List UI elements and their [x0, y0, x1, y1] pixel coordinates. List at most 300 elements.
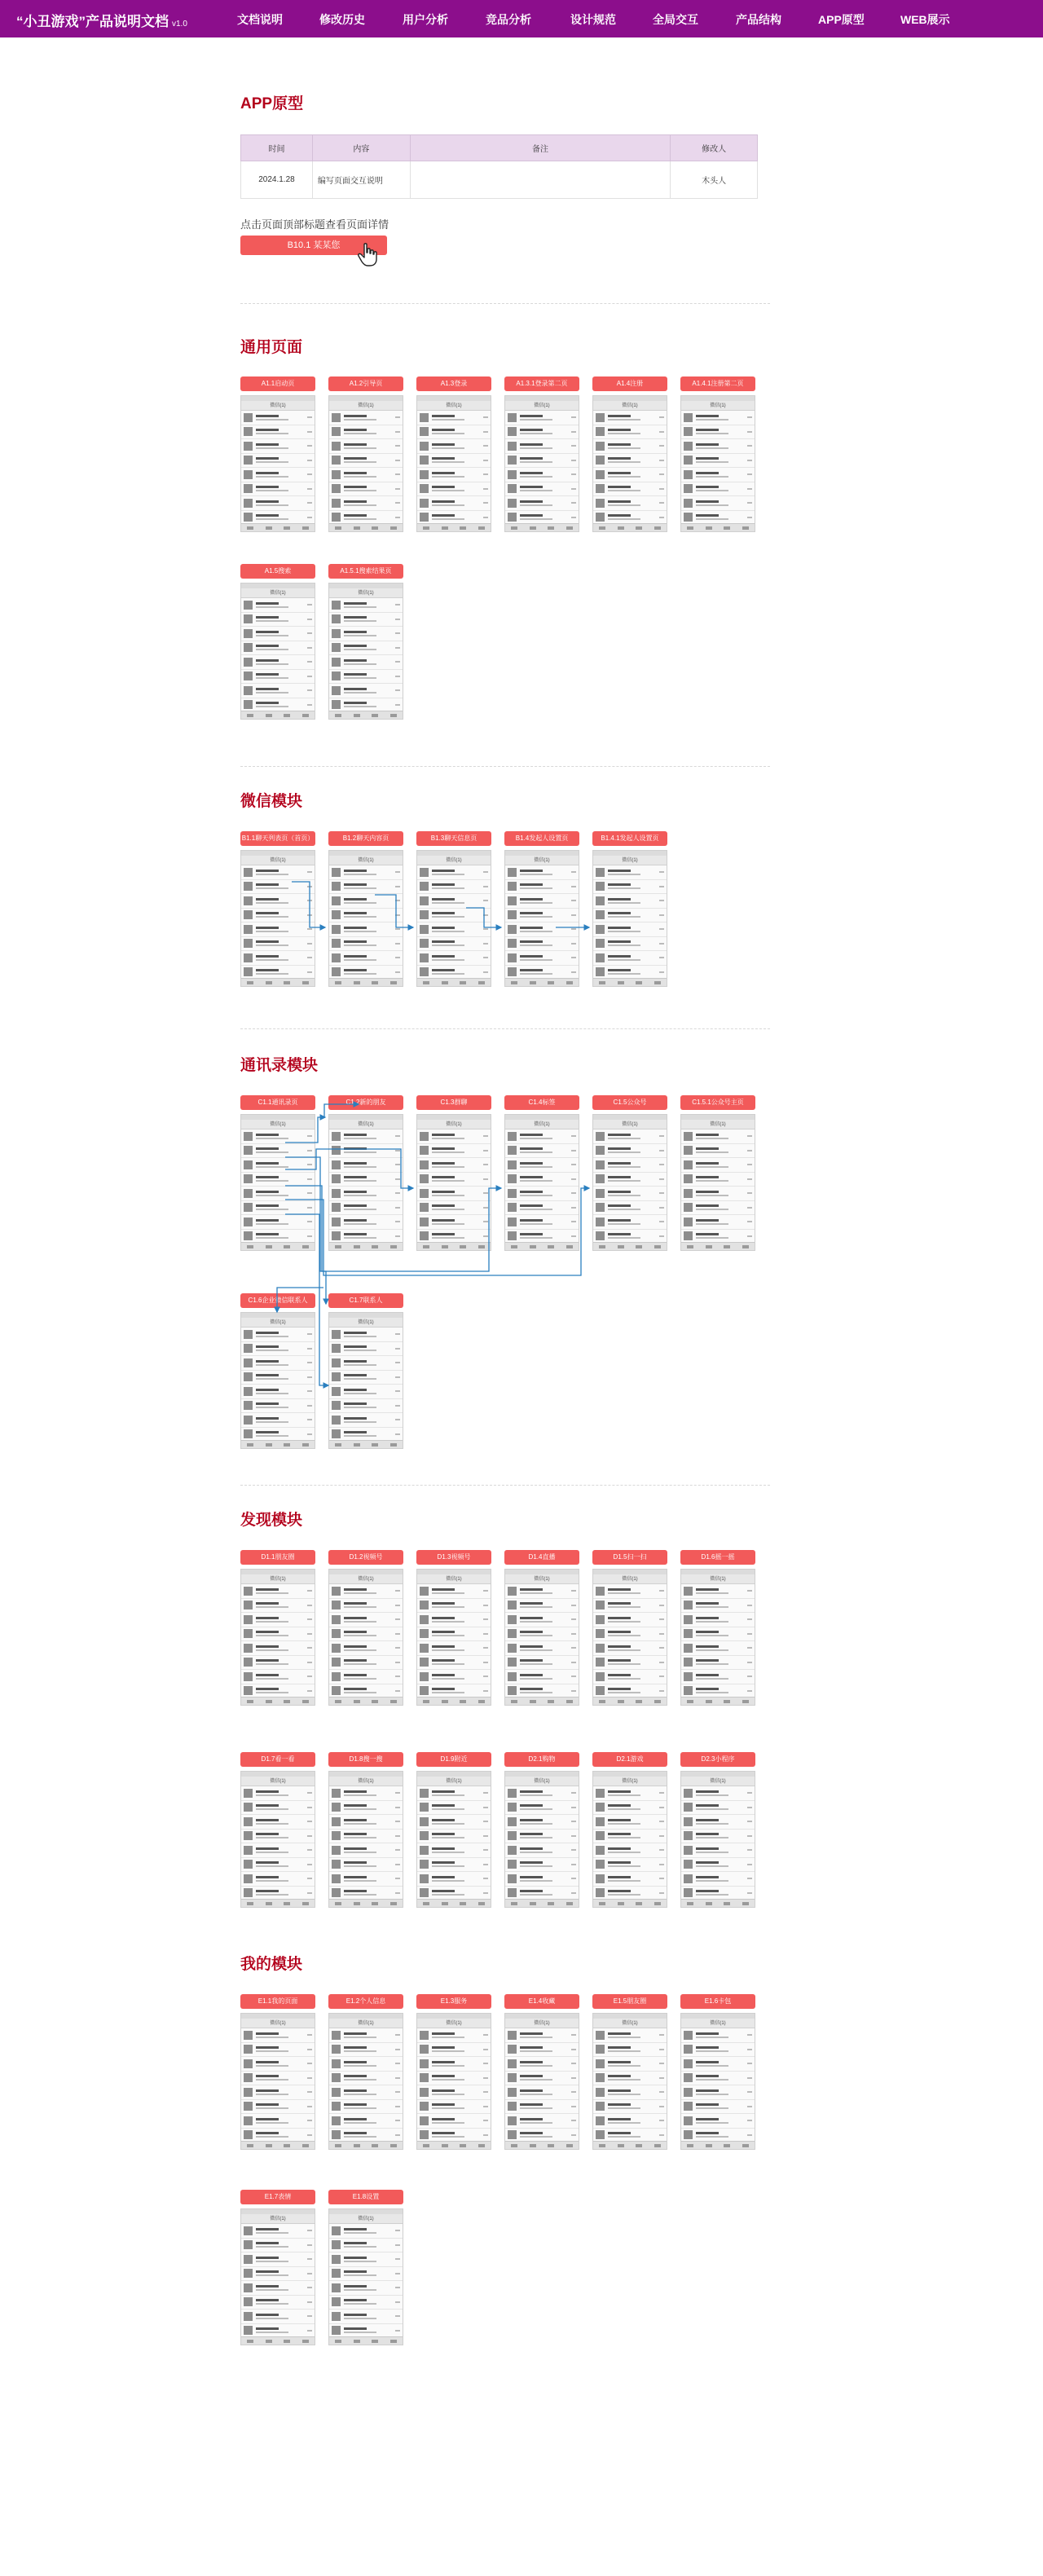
item-message-line — [696, 461, 728, 463]
item-name-line — [696, 1645, 719, 1648]
nav-item-user-analysis[interactable]: 用户分析 — [403, 13, 448, 26]
tab-bar — [329, 1899, 403, 1907]
list-item — [417, 411, 491, 425]
card-label-button[interactable]: E1.8设置 — [328, 2190, 403, 2204]
item-time — [571, 1878, 576, 1879]
phone-screen-thumbnail[interactable] — [328, 395, 403, 532]
item-message-line — [520, 1138, 552, 1139]
item-time — [747, 1633, 752, 1635]
list-item-text — [520, 1645, 552, 1651]
item-time — [659, 1590, 664, 1592]
item-message-line — [432, 931, 464, 932]
card-label-button[interactable]: B1.1聊天列表页（首页） — [240, 831, 315, 846]
prototype-card[interactable] — [416, 1550, 491, 1706]
item-message-line — [344, 2136, 376, 2138]
list-item — [329, 1843, 403, 1858]
avatar — [244, 2326, 253, 2335]
avatar — [508, 1146, 517, 1155]
prototype-card[interactable] — [240, 831, 315, 987]
list-item-text — [256, 1374, 288, 1380]
item-message-line — [256, 1880, 288, 1882]
list-item — [241, 1815, 315, 1830]
avatar — [244, 2031, 253, 2040]
prototype-card[interactable] — [504, 831, 579, 987]
phone-screen-thumbnail[interactable] — [328, 2013, 403, 2150]
card-label-button[interactable]: C1.5公众号 — [592, 1095, 667, 1110]
card-label-button[interactable]: E1.3服务 — [416, 1994, 491, 2009]
tab-bar — [417, 978, 491, 986]
phone-screen-thumbnail[interactable] — [504, 850, 579, 987]
avatar — [420, 1615, 429, 1624]
item-name-line — [432, 1147, 455, 1150]
card-label-button[interactable]: A1.3登录 — [416, 376, 491, 391]
card-label-button[interactable]: B1.4.1发起人设置页 — [592, 831, 667, 846]
phone-screen-thumbnail[interactable] — [328, 1114, 403, 1251]
avatar — [684, 2059, 693, 2068]
list-item-text — [344, 2046, 376, 2052]
card-label-button[interactable]: C1.4标签 — [504, 1095, 579, 1110]
prototype-card[interactable] — [416, 831, 491, 987]
list-item — [593, 425, 667, 440]
phone-screen-thumbnail[interactable] — [328, 2208, 403, 2345]
item-name-line — [256, 1688, 279, 1690]
tab-bar — [593, 1242, 667, 1250]
list-item-text — [520, 1890, 552, 1896]
card-label-button[interactable]: A1.2引导页 — [328, 376, 403, 391]
avatar — [332, 1358, 341, 1367]
avatar — [420, 2031, 429, 2040]
item-name-line — [520, 1804, 543, 1807]
card-label-button[interactable]: D1.7看一看 — [240, 1752, 315, 1767]
prototype-card[interactable] — [240, 1752, 315, 1908]
avatar — [244, 1831, 253, 1840]
list-item-text — [520, 1588, 552, 1594]
item-name-line — [344, 1631, 367, 1633]
list-item-text — [256, 702, 288, 707]
brand-title[interactable] — [16, 10, 187, 30]
list-item-text — [520, 955, 552, 961]
list-item — [505, 454, 579, 469]
tab-icon — [302, 2144, 309, 2147]
phone-screen-thumbnail[interactable] — [240, 1312, 315, 1449]
item-message-line — [608, 931, 640, 932]
phone-screen-thumbnail[interactable] — [328, 583, 403, 720]
list-item-text — [520, 1219, 552, 1225]
phone-screen-thumbnail[interactable] — [592, 1569, 667, 1706]
list-item — [505, 880, 579, 895]
list-item — [681, 2114, 755, 2129]
tab-icon — [302, 981, 309, 984]
prototype-card[interactable] — [592, 376, 667, 532]
item-time — [483, 900, 488, 901]
list-item — [241, 670, 315, 685]
prototype-card[interactable] — [328, 831, 403, 987]
list-item-text — [432, 1191, 464, 1196]
avatar — [244, 413, 253, 422]
item-name-line — [608, 514, 631, 517]
card-label-button[interactable]: E1.2个人信息 — [328, 1994, 403, 2009]
prototype-card[interactable] — [504, 1095, 579, 1251]
list-item-text — [520, 1876, 552, 1882]
list-item — [329, 1584, 403, 1599]
card-label-button[interactable]: D1.6摇一摇 — [680, 1550, 755, 1565]
phone-screen-thumbnail[interactable] — [504, 1771, 579, 1908]
list-item — [417, 923, 491, 937]
card-label-button[interactable]: B1.3聊天信息页 — [416, 831, 491, 846]
tab-icon — [266, 2144, 272, 2147]
item-message-line — [432, 1151, 464, 1153]
item-name-line — [696, 1602, 719, 1605]
prototype-card[interactable] — [240, 1550, 315, 1706]
prototype-card[interactable] — [504, 1550, 579, 1706]
item-message-line — [696, 1237, 728, 1239]
nav-item-doc-intro[interactable]: 文档说明 — [237, 13, 283, 26]
list-item-text — [432, 2089, 464, 2095]
phone-screen-thumbnail[interactable] — [328, 850, 403, 987]
item-message-line — [520, 1692, 552, 1693]
avatar — [420, 939, 429, 948]
item-name-line — [256, 1631, 279, 1633]
tab-icon — [511, 1700, 517, 1703]
item-name-line — [256, 2270, 279, 2273]
phone-screen-thumbnail[interactable] — [328, 1312, 403, 1449]
item-message-line — [256, 706, 288, 707]
phone-screen-thumbnail[interactable] — [504, 1114, 579, 1251]
prototype-card[interactable] — [680, 376, 755, 532]
item-time — [395, 1618, 400, 1620]
phone-screen-thumbnail[interactable] — [504, 1569, 579, 1706]
screen-title: 微信(1) — [593, 401, 667, 411]
item-message-line — [520, 2122, 552, 2124]
phone-screen-thumbnail[interactable] — [328, 1569, 403, 1706]
phone-screen-thumbnail[interactable] — [416, 2013, 491, 2150]
item-message-line — [256, 1223, 288, 1225]
phone-screen-thumbnail[interactable] — [680, 1771, 755, 1908]
prototype-card[interactable] — [328, 1293, 403, 1449]
prototype-card[interactable] — [328, 564, 403, 720]
item-name-line — [432, 500, 455, 503]
phone-screen-thumbnail[interactable] — [240, 850, 315, 987]
prototype-card[interactable] — [328, 2190, 403, 2345]
prototype-card[interactable] — [680, 1550, 755, 1706]
item-name-line — [608, 2061, 631, 2063]
card-label-button[interactable]: E1.4收藏 — [504, 1994, 579, 2009]
avatar — [420, 2045, 429, 2054]
prototype-card[interactable] — [416, 1752, 491, 1908]
phone-screen-thumbnail[interactable] — [416, 850, 491, 987]
prototype-card[interactable] — [592, 1752, 667, 1908]
nav-item-product-structure[interactable]: 产品结构 — [736, 13, 781, 26]
phone-screen-thumbnail[interactable] — [416, 1771, 491, 1908]
card-label-button[interactable]: D1.3视频号 — [416, 1550, 491, 1565]
nav-item-global-interaction[interactable]: 全局交互 — [653, 13, 698, 26]
nav-item-web-display[interactable]: WEB展示 — [900, 13, 950, 26]
list-item-text — [608, 514, 640, 520]
item-name-line — [256, 1402, 279, 1405]
prototype-card[interactable] — [416, 1994, 491, 2150]
list-item-text — [696, 1191, 728, 1196]
card-label-button[interactable]: D1.8搜一搜 — [328, 1752, 403, 1767]
phone-screen-thumbnail[interactable] — [592, 2013, 667, 2150]
item-name-line — [608, 1219, 631, 1222]
card-label-button[interactable]: C1.5.1公众号主页 — [680, 1095, 755, 1110]
prototype-card[interactable] — [240, 1994, 315, 2150]
phone-screen-thumbnail[interactable] — [416, 1114, 491, 1251]
card-label-button[interactable]: C1.7联系人 — [328, 1293, 403, 1308]
card-label-button[interactable]: C1.6企业微信联系人 — [240, 1293, 315, 1308]
card-label-button[interactable]: A1.5.1搜索结果页 — [328, 564, 403, 579]
card-label-button[interactable]: D2.3小程序 — [680, 1752, 755, 1767]
phone-screen-thumbnail[interactable] — [592, 1114, 667, 1251]
card-label-button[interactable]: D1.1朋友圈 — [240, 1550, 315, 1565]
tab-icon — [636, 1245, 642, 1248]
prototype-card[interactable] — [328, 1994, 403, 2150]
card-label-button[interactable]: D1.4直播 — [504, 1550, 579, 1565]
phone-screen-thumbnail[interactable] — [504, 395, 579, 532]
prototype-card[interactable] — [240, 1293, 315, 1449]
phone-screen-thumbnail[interactable] — [240, 2208, 315, 2345]
list-item — [681, 1627, 755, 1642]
phone-screen-thumbnail[interactable] — [240, 2013, 315, 2150]
card-label-button[interactable]: D1.5扫一扫 — [592, 1550, 667, 1565]
avatar — [596, 1686, 605, 1695]
prototype-card[interactable] — [504, 376, 579, 532]
phone-screen-thumbnail[interactable] — [416, 395, 491, 532]
item-time — [571, 2134, 576, 2136]
avatar — [508, 1888, 517, 1897]
item-message-line — [432, 1592, 464, 1594]
avatar — [332, 925, 341, 934]
list-item — [593, 1158, 667, 1173]
card-label-button[interactable]: B1.4发起人设置页 — [504, 831, 579, 846]
nav-item-competitor-analysis[interactable]: 竞品分析 — [486, 13, 531, 26]
item-message-line — [256, 1378, 288, 1380]
prototype-card[interactable] — [680, 1752, 755, 1908]
tab-icon — [548, 2144, 554, 2147]
card-label-button[interactable]: A1.1启动页 — [240, 376, 315, 391]
list-item — [417, 2043, 491, 2058]
item-message-line — [608, 1894, 640, 1896]
list-item-text — [344, 2061, 376, 2067]
nav-item-history[interactable]: 修改历史 — [319, 13, 365, 26]
card-label-button[interactable]: E1.1我的页面 — [240, 1994, 315, 2009]
card-label-button[interactable]: C1.1通讯录页 — [240, 1095, 315, 1110]
prototype-card[interactable] — [592, 1095, 667, 1251]
list-item-text — [432, 969, 464, 975]
item-time — [307, 1433, 312, 1435]
card-label-button[interactable]: E1.5朋友圈 — [592, 1994, 667, 2009]
revision-table-header — [241, 135, 758, 161]
list-item-text — [256, 1134, 288, 1139]
phone-screen-thumbnail[interactable] — [416, 1569, 491, 1706]
list-item — [329, 2296, 403, 2310]
list-item — [417, 951, 491, 966]
tab-icon — [530, 1902, 536, 1905]
item-message-line — [344, 504, 376, 506]
prototype-card[interactable] — [504, 1752, 579, 1908]
item-message-line — [256, 2289, 288, 2291]
list-item — [241, 1201, 315, 1216]
prototype-card[interactable] — [328, 1752, 403, 1908]
card-label-button[interactable]: D2.1购物 — [504, 1752, 579, 1767]
item-name-line — [520, 940, 543, 943]
item-message-line — [608, 476, 640, 478]
prototype-card[interactable] — [240, 2190, 315, 2345]
card-label-button[interactable]: C1.2新的朋友 — [328, 1095, 403, 1110]
avatar — [332, 868, 341, 877]
item-name-line — [520, 1659, 543, 1662]
phone-screen-thumbnail[interactable] — [240, 583, 315, 720]
phone-screen-thumbnail[interactable] — [328, 1771, 403, 1908]
avatar — [596, 868, 605, 877]
nav-item-app-prototype[interactable]: APP原型 — [818, 13, 865, 26]
phone-screen-thumbnail[interactable] — [680, 2013, 755, 2150]
item-time — [659, 1192, 664, 1194]
prototype-card[interactable] — [504, 1994, 579, 2150]
page-link-button[interactable]: B10.1 某某您 — [240, 236, 387, 255]
list-item-text — [344, 2075, 376, 2081]
prototype-card[interactable] — [328, 376, 403, 532]
phone-screen-thumbnail[interactable] — [592, 850, 667, 987]
prototype-card[interactable] — [240, 564, 315, 720]
item-name-line — [344, 673, 367, 676]
item-name-line — [608, 1790, 631, 1793]
item-message-line — [432, 2079, 464, 2081]
phone-screen-thumbnail[interactable] — [504, 2013, 579, 2150]
phone-screen-thumbnail[interactable] — [680, 1114, 755, 1251]
list-item-text — [432, 883, 464, 889]
prototype-card[interactable] — [240, 1095, 315, 1251]
item-message-line — [256, 931, 288, 932]
phone-screen-thumbnail[interactable] — [240, 1569, 315, 1706]
list-item-text — [256, 2270, 288, 2276]
list-item — [241, 1670, 315, 1684]
item-time — [307, 1178, 312, 1180]
item-message-line — [432, 2094, 464, 2095]
prototype-card[interactable] — [240, 376, 315, 532]
avatar — [420, 1189, 429, 1198]
item-time — [571, 2034, 576, 2036]
card-label-button[interactable]: C1.3群聊 — [416, 1095, 491, 1110]
tab-icon — [266, 1700, 272, 1703]
phone-screen-thumbnail[interactable] — [680, 395, 755, 532]
item-time — [307, 632, 312, 634]
avatar — [244, 896, 253, 905]
item-name-line — [344, 2132, 367, 2134]
list-item-text — [256, 1645, 288, 1651]
avatar — [596, 967, 605, 976]
item-name-line — [344, 2061, 367, 2063]
list-item-text — [256, 2132, 288, 2138]
avatar — [684, 413, 693, 422]
avatar — [420, 925, 429, 934]
item-name-line — [432, 1688, 455, 1690]
phone-screen-thumbnail[interactable] — [592, 395, 667, 532]
avatar — [332, 910, 341, 919]
item-name-line — [520, 1204, 543, 1207]
list-item — [329, 909, 403, 923]
tab-bar — [329, 2336, 403, 2345]
item-message-line — [608, 433, 640, 434]
item-message-line — [344, 973, 376, 975]
card-label-button[interactable]: E1.6卡包 — [680, 1994, 755, 2009]
card-label-button[interactable]: D1.9附近 — [416, 1752, 491, 1767]
item-time — [659, 502, 664, 504]
card-label-button[interactable]: A1.5搜索 — [240, 564, 315, 579]
item-message-line — [432, 1865, 464, 1867]
tab-icon — [372, 526, 378, 530]
item-message-line — [256, 1621, 288, 1623]
card-label-button[interactable]: B1.2聊天内容页 — [328, 831, 403, 846]
prototype-card[interactable] — [592, 1994, 667, 2150]
item-name-line — [432, 415, 455, 417]
list-item-text — [432, 429, 464, 434]
item-name-line — [432, 1588, 455, 1591]
list-item — [681, 1670, 755, 1684]
item-time — [659, 473, 664, 475]
list-item-text — [344, 1176, 376, 1182]
prototype-card[interactable] — [416, 376, 491, 532]
prototype-card[interactable] — [680, 1994, 755, 2150]
list-item-text — [344, 955, 376, 961]
card-label-button[interactable]: D1.2视频号 — [328, 1550, 403, 1565]
avatar — [244, 1672, 253, 1681]
list-item-text — [344, 912, 376, 918]
prototype-card[interactable] — [328, 1550, 403, 1706]
prototype-card[interactable] — [680, 1095, 755, 1251]
item-time — [659, 2034, 664, 2036]
avatar — [684, 1146, 693, 1155]
item-time — [483, 2049, 488, 2050]
item-message-line — [432, 1823, 464, 1825]
item-name-line — [696, 1631, 719, 1633]
tab-icon — [390, 1245, 397, 1248]
avatar — [596, 939, 605, 948]
item-time — [483, 928, 488, 930]
card-label-button[interactable]: E1.7表情 — [240, 2190, 315, 2204]
prototype-card[interactable] — [592, 831, 667, 987]
avatar — [596, 1132, 605, 1141]
item-message-line — [344, 916, 376, 918]
card-label-button[interactable]: A1.4.1注册第二页 — [680, 376, 755, 391]
phone-screen-thumbnail[interactable] — [240, 1771, 315, 1908]
list-item-text — [256, 1204, 288, 1210]
avatar — [420, 896, 429, 905]
card-label-button[interactable]: A1.4注册 — [592, 376, 667, 391]
card-label-button[interactable]: D2.1游戏 — [592, 1752, 667, 1767]
prototype-card[interactable] — [328, 1095, 403, 1251]
avatar — [508, 413, 517, 422]
item-message-line — [696, 1894, 728, 1896]
list-item — [241, 2100, 315, 2115]
nav-item-design-spec[interactable]: 设计规范 — [570, 13, 616, 26]
item-name-line — [696, 1659, 719, 1662]
list-item — [593, 439, 667, 454]
list-item-text — [432, 912, 464, 918]
list-item — [505, 411, 579, 425]
prototype-card[interactable] — [416, 1095, 491, 1251]
list-item — [241, 2028, 315, 2043]
list-item-text — [256, 1332, 288, 1337]
card-label-button[interactable]: A1.3.1登录第二页 — [504, 376, 579, 391]
item-time — [483, 886, 488, 887]
list-item-text — [432, 1134, 464, 1139]
prototype-card[interactable] — [592, 1550, 667, 1706]
phone-screen-thumbnail[interactable] — [240, 395, 315, 532]
phone-screen-thumbnail[interactable] — [240, 1114, 315, 1251]
phone-screen-thumbnail[interactable] — [592, 1771, 667, 1908]
phone-screen-thumbnail[interactable] — [680, 1569, 755, 1706]
